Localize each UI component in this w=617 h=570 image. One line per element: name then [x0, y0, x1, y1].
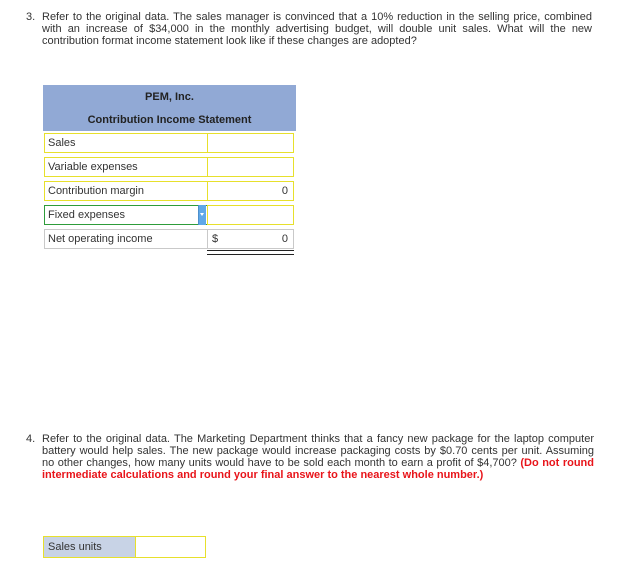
row-contribution-margin	[43, 179, 296, 203]
currency-symbol: $	[212, 233, 219, 245]
row-variable-expenses	[43, 155, 296, 179]
dropdown-arrow-button[interactable]	[198, 205, 206, 225]
question-4-text: Refer to the original data. The Marketing Department thinks that a fancy new package for the laptop computer battery would help sales. The new package would increase packaging costs by $0.70 cents per unit. Assuming no other changes, how many units would have to be sold each month to earn a profit of $4,700?	[42, 433, 594, 469]
fixed-expenses-dropdown[interactable]: Fixed expenses	[44, 205, 210, 225]
rounding-instruction: (Do not round intermediate calculations and round your final answer to the nearest whole number.)	[42, 457, 594, 481]
question-4-body	[42, 433, 594, 481]
contribution-margin-amount: 0	[281, 185, 288, 197]
chevron-down-icon	[200, 213, 204, 216]
sales-input[interactable]	[207, 133, 294, 153]
row-sales	[43, 131, 296, 155]
fixed-expenses-input[interactable]	[207, 205, 294, 225]
row-fixed-expenses	[43, 203, 296, 227]
net-operating-income-label: Net operating income	[44, 229, 210, 249]
question-3-text: Refer to the original data. The sales manager is convinced that a 10% reduction in the selling price, combined with an increase of $34,000 in the monthly advertising budget, will double unit sales. What will the new contribution format income statement look like if these changes are adopted?	[42, 11, 592, 47]
net-operating-income-value	[207, 229, 294, 249]
sales-label: Sales	[44, 133, 210, 153]
contribution-margin-value	[207, 181, 294, 201]
question-4-number: 4.	[26, 433, 36, 445]
sales-units-label: Sales units	[43, 536, 136, 558]
row-net-operating-income	[43, 227, 296, 251]
company-name: PEM, Inc.	[43, 85, 296, 109]
variable-expenses-label: Variable expenses	[44, 157, 210, 177]
variable-expenses-input[interactable]	[207, 157, 294, 177]
contribution-margin-label: Contribution margin	[44, 181, 210, 201]
double-underline	[207, 250, 294, 255]
question-3-number: 3.	[26, 11, 36, 23]
income-statement	[43, 85, 296, 251]
statement-title: Contribution Income Statement	[43, 109, 296, 131]
sales-units-input[interactable]	[135, 536, 206, 558]
net-operating-income-amount: 0	[281, 233, 288, 245]
